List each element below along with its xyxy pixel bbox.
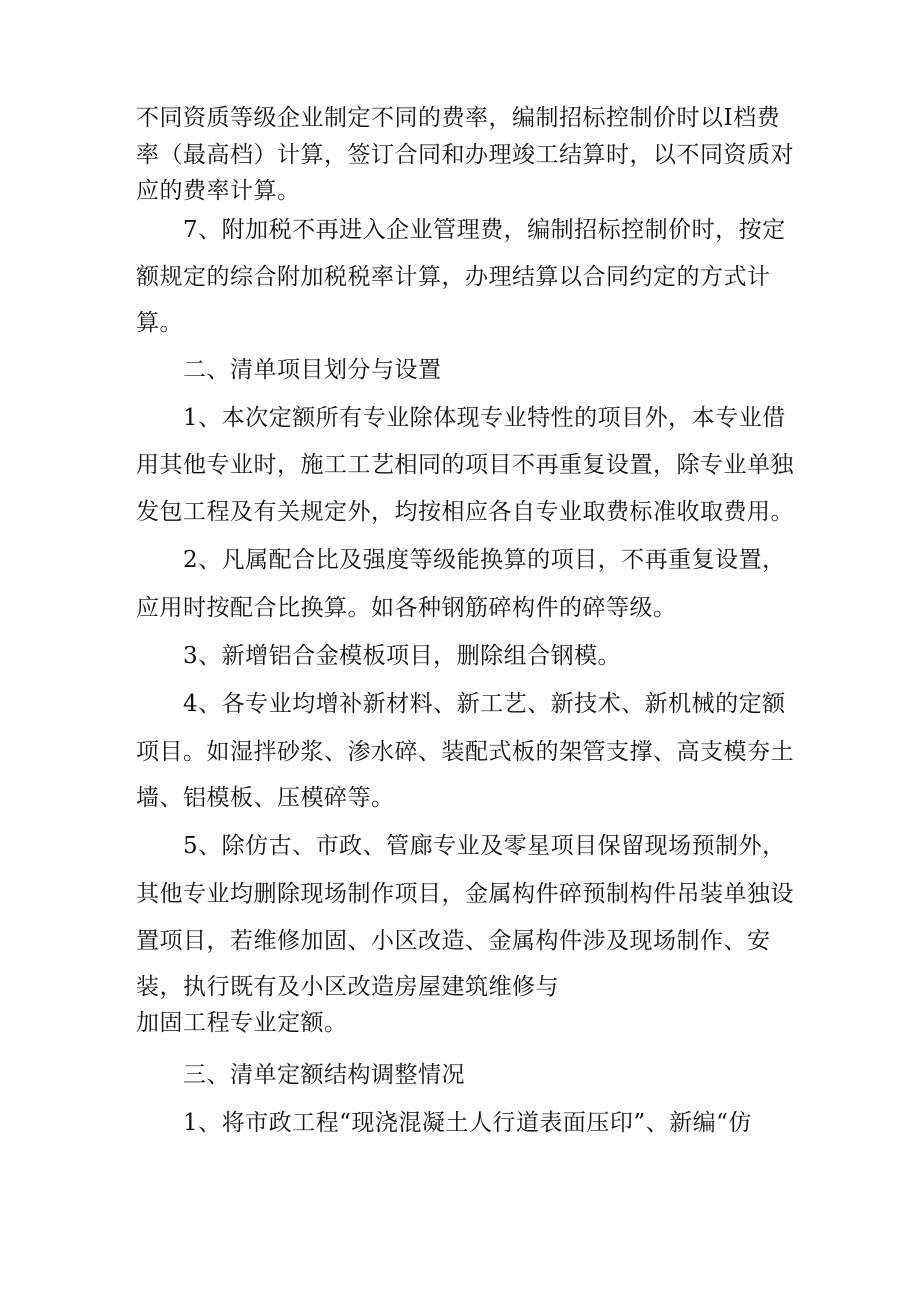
text-line: 发包工程及有关规定外，均按相应各自专业取费标准收取费用。 bbox=[136, 499, 794, 525]
text-line: 其他专业均删除现场制作项目，金属构件碎预制构件吊装单独设 bbox=[136, 881, 794, 907]
text-line: 应的费率计算。 bbox=[136, 178, 301, 204]
paragraph-start: 4、各专业均增补新材料、新工艺、新技术、新机械的定额 bbox=[183, 691, 786, 717]
section-heading: 二、清单项目划分与设置 bbox=[183, 357, 442, 383]
text-line: 额规定的综合附加税税率计算，办理结算以合同约定的方式计 bbox=[136, 264, 771, 290]
text-line: 置项目，若维修加固、小区改造、金属构件涉及现场制作、安 bbox=[136, 928, 771, 954]
text-line: 算。 bbox=[136, 310, 183, 336]
text-line: 装，执行既有及小区改造房屋建筑维修与 bbox=[136, 974, 559, 1000]
text-line: 项目。如湿拌砂浆、渗水碎、装配式板的架管支撑、高支模夯土 bbox=[136, 739, 794, 765]
text-line: 应用时按配合比换算。如各种钢筋碎构件的碎等级。 bbox=[136, 595, 677, 621]
paragraph-start: 3、新增铝合金模板项目，删除组合钢模。 bbox=[183, 643, 622, 669]
paragraph-start: 1、将市政工程“现浇混凝土人行道表面压印”、新编“仿 bbox=[183, 1110, 752, 1136]
paragraph-start: 5、除仿古、市政、管廊专业及零星项目保留现场预制外， bbox=[183, 833, 786, 859]
text-line: 墙、铝模板、压模碎等。 bbox=[136, 785, 395, 811]
paragraph-start: 1、本次定额所有专业除体现专业特性的项目外，本专业借 bbox=[183, 405, 786, 431]
text-line: 用其他专业时，施工工艺相同的项目不再重复设置，除专业单独 bbox=[136, 452, 794, 478]
text-line: 加固工程专业定额。 bbox=[136, 1010, 348, 1036]
text-line: 率（最高档）计算，签订合同和办理竣工结算时，以不同资质对 bbox=[136, 142, 794, 168]
section-heading: 三、清单定额结构调整情况 bbox=[183, 1062, 465, 1088]
paragraph-start: 7、附加税不再进入企业管理费，编制招标控制价时，按定 bbox=[183, 217, 786, 243]
paragraph-start: 2、凡属配合比及强度等级能换算的项目，不再重复设置， bbox=[183, 547, 786, 573]
text-line: 不同资质等级企业制定不同的费率，编制招标控制价时以Ⅰ档费 bbox=[136, 105, 781, 131]
